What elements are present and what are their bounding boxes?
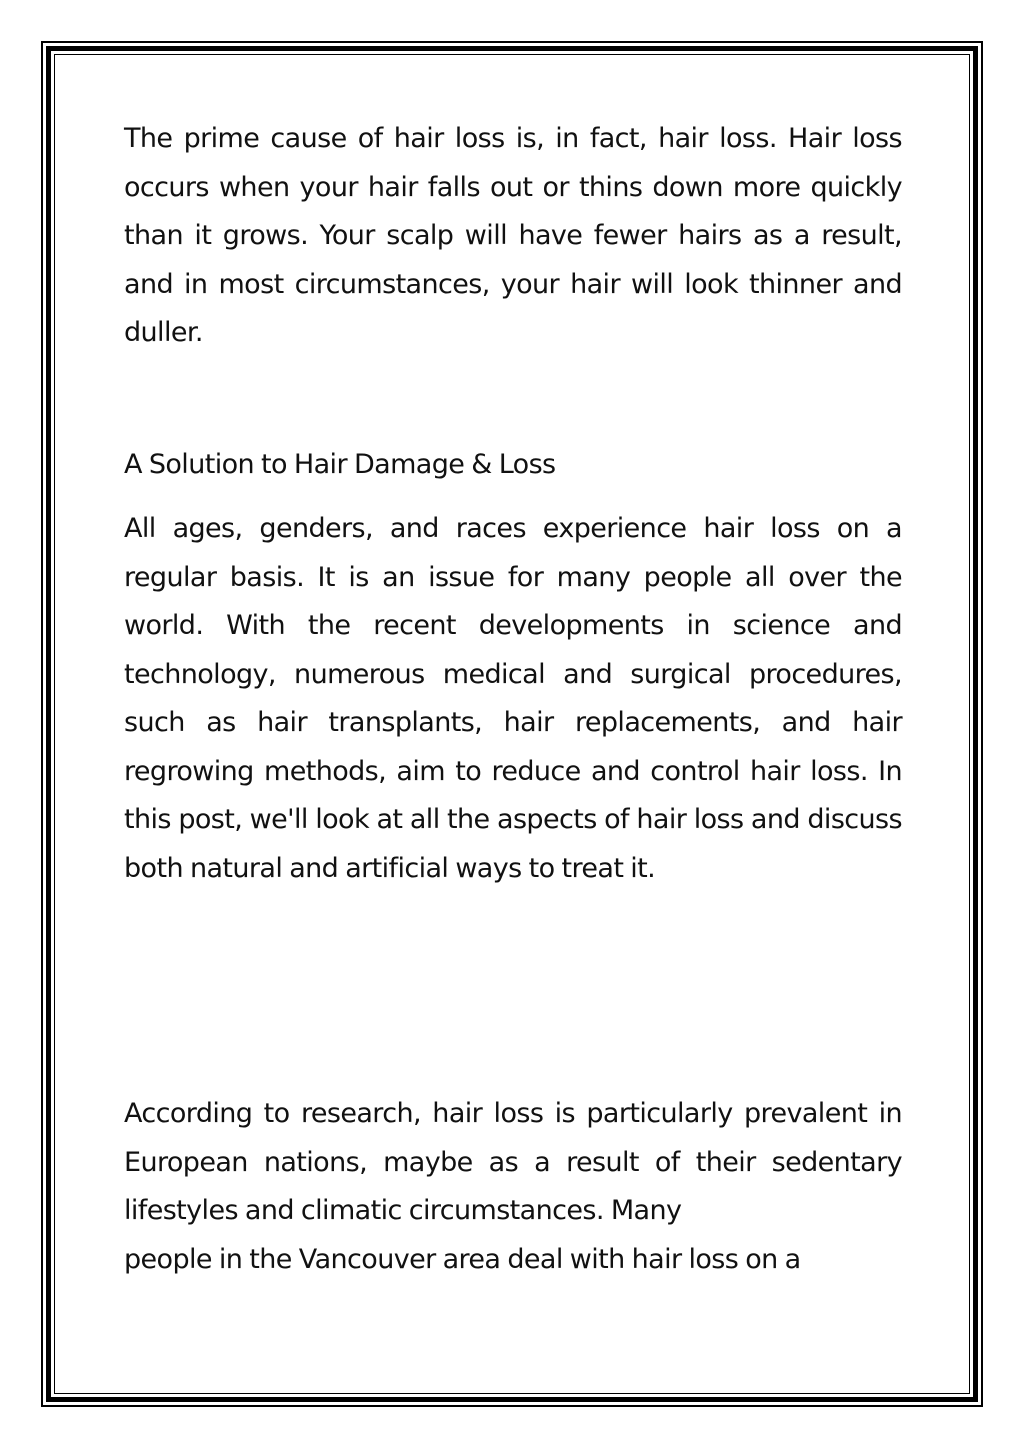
body-paragraph: All ages, genders, and races experience hair loss on a regular basis. It is an issue for many people all over the world. With the recent developments in science and technology, numerous medical and surgical procedures, such as hair transplants, hair replacements, and hair regrowing methods, aim to reduce and control hair loss. In this post, we'll look at all the aspects of hair loss and discuss both natural and artificial ways to treat it. bbox=[124, 513, 902, 884]
section-heading: A Solution to Hair Damage & Loss bbox=[124, 449, 556, 480]
research-paragraph bbox=[124, 1090, 902, 1284]
research-paragraph-body: According to research, hair loss is particularly prevalent in European nations, maybe as a result of their sedentary lifestyles and climatic circumstances. Many bbox=[124, 1098, 902, 1226]
research-paragraph-tail: people in the Vancouver area deal with hair loss on a bbox=[124, 1243, 801, 1275]
intro-paragraph: The prime cause of hair loss is, in fact, hair loss. Hair loss occurs when your hair falls out or thins down more quickly than it grows. Your scalp will have fewer hairs as a result, and in most circumstances, your hair will look thinner and duller. bbox=[124, 123, 902, 348]
